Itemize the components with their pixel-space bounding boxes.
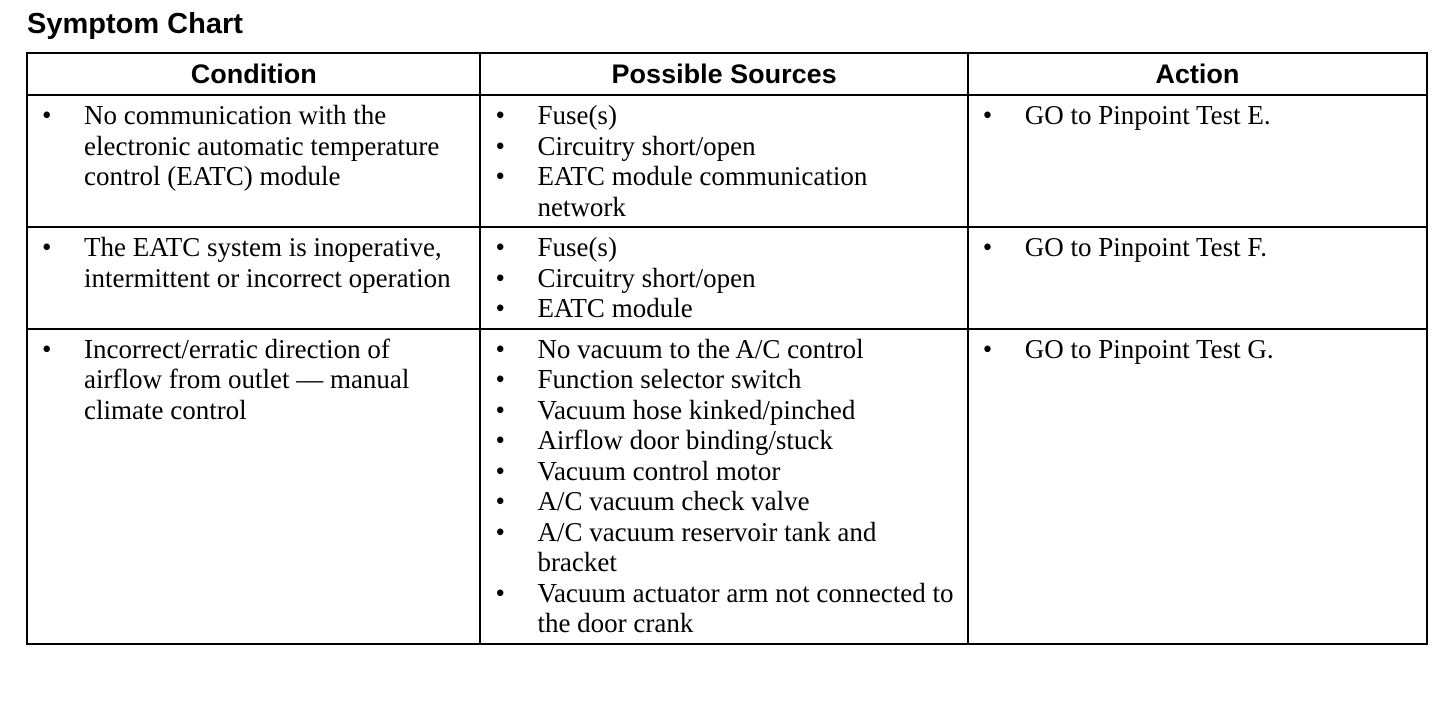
list-item <box>493 364 958 395</box>
bullet-icon: • <box>495 577 505 608</box>
bullet-list <box>28 96 479 196</box>
bullet-icon: • <box>495 425 505 455</box>
list-item <box>493 517 958 578</box>
condition-cell <box>27 95 480 227</box>
list-item-text: Circuitry short/open <box>537 130 756 161</box>
list-item-text: No vacuum to the A/C control <box>537 333 864 364</box>
condition-cell <box>27 329 480 644</box>
table-body <box>27 95 1427 644</box>
list-item-text: EATC module <box>537 293 693 323</box>
bullet-icon: • <box>495 394 505 425</box>
list-item-text: Vacuum control motor <box>537 455 781 486</box>
list-item <box>40 100 471 192</box>
bullet-icon: • <box>495 100 505 130</box>
list-item-text: Function selector switch <box>537 364 802 394</box>
bullet-list <box>28 228 479 297</box>
bullet-icon: • <box>495 486 505 516</box>
list-item <box>981 334 1418 365</box>
list-item-text: Incorrect/erratic direction of airflow from outlet — manual climate control <box>84 333 410 425</box>
list-item-text: EATC module communication network <box>537 161 868 222</box>
list-item-text: Fuse(s) <box>537 100 617 130</box>
list-item-text: Fuse(s) <box>537 232 617 262</box>
list-item <box>493 395 958 426</box>
list-item <box>493 578 958 639</box>
bullet-icon: • <box>495 262 505 293</box>
list-item-text: GO to Pinpoint Test F. <box>1024 232 1268 262</box>
possible-sources-cell <box>480 95 967 227</box>
bullet-icon: • <box>495 161 505 191</box>
list-item <box>981 100 1418 131</box>
bullet-icon: • <box>495 232 505 262</box>
bullet-list <box>969 330 1426 369</box>
condition-cell <box>27 227 480 329</box>
table-row <box>27 227 1427 329</box>
bullet-icon: • <box>982 333 993 364</box>
bullet-icon: • <box>42 100 52 130</box>
list-item <box>493 131 958 162</box>
bullet-list <box>28 330 479 430</box>
bullet-icon: • <box>495 333 505 364</box>
list-item-text: No communication with the electronic automatic temperature control (EATC) module <box>84 100 440 191</box>
bullet-list <box>481 96 966 226</box>
list-item <box>981 232 1418 263</box>
column-header-action: Action <box>968 53 1427 95</box>
action-cell <box>968 95 1427 227</box>
list-item-text: GO to Pinpoint Test E. <box>1024 100 1271 130</box>
action-cell <box>968 227 1427 329</box>
bullet-list <box>969 96 1426 135</box>
list-item-text: A/C vacuum reservoir tank and bracket <box>537 516 877 577</box>
bullet-icon: • <box>495 364 505 394</box>
bullet-list <box>969 228 1426 267</box>
list-item <box>493 100 958 131</box>
table-row <box>27 329 1427 644</box>
list-item <box>40 334 471 426</box>
list-item <box>493 425 958 456</box>
list-item <box>493 486 958 517</box>
list-item-text: A/C vacuum check valve <box>537 486 810 516</box>
bullet-icon: • <box>495 455 505 486</box>
bullet-icon: • <box>42 333 52 364</box>
list-item-text: Airflow door binding/stuck <box>537 425 833 455</box>
list-item-text: The EATC system is inoperative, intermittent or incorrect operation <box>84 232 451 293</box>
bullet-icon: • <box>495 516 505 547</box>
list-item <box>493 263 958 294</box>
action-cell <box>968 329 1427 644</box>
list-item <box>493 334 958 365</box>
bullet-icon: • <box>495 130 505 161</box>
list-item <box>493 456 958 487</box>
list-item-text: Vacuum hose kinked/pinched <box>537 394 856 425</box>
bullet-icon: • <box>495 293 505 323</box>
bullet-list <box>481 228 966 328</box>
list-item-text: Vacuum actuator arm not connected to the door crank <box>537 577 954 638</box>
list-item <box>40 232 471 293</box>
page-title: Symptom Chart <box>27 8 243 40</box>
list-item <box>493 232 958 263</box>
bullet-icon: • <box>42 232 52 262</box>
possible-sources-cell <box>480 227 967 329</box>
table-header-row <box>27 53 1427 95</box>
list-item <box>493 161 958 222</box>
column-header-possible-sources: Possible Sources <box>480 53 967 95</box>
column-header-condition: Condition <box>27 53 480 95</box>
list-item <box>493 293 958 324</box>
list-item-text: GO to Pinpoint Test G. <box>1024 333 1274 364</box>
possible-sources-cell <box>480 329 967 644</box>
bullet-icon: • <box>982 100 993 130</box>
symptom-chart-table <box>26 52 1428 645</box>
table-row <box>27 95 1427 227</box>
bullet-list <box>481 330 966 643</box>
bullet-icon: • <box>982 232 993 262</box>
list-item-text: Circuitry short/open <box>537 262 756 293</box>
